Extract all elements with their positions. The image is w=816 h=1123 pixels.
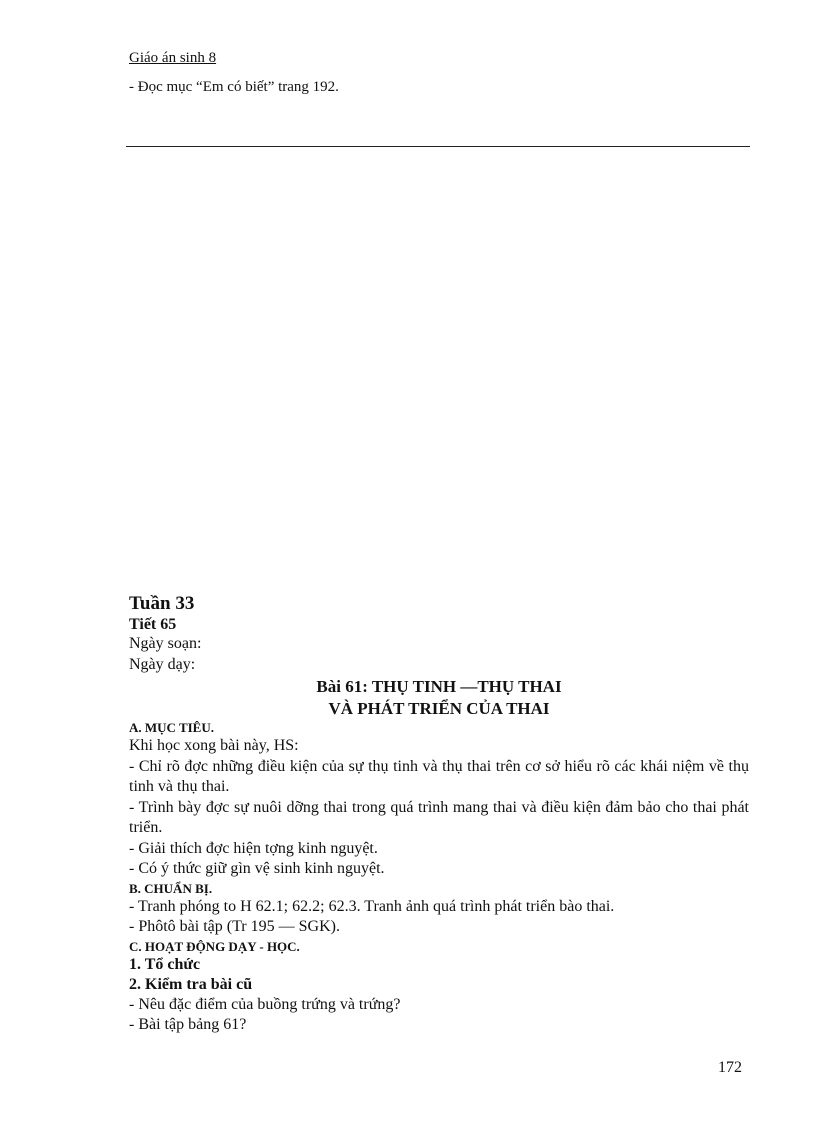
document-header: Giáo án sinh 8 (129, 50, 217, 66)
objective-item: - Có ý thức giữ gìn vệ sinh kinh nguyệt. (129, 860, 385, 877)
section-divider (126, 146, 750, 147)
lesson-title-line-1: Bài 61: THỤ TINH —THỤ THAI (316, 677, 562, 696)
period-label: Tiết 65 (129, 616, 177, 633)
homework-reading: - Đọc mục “Em có biết” trang 192. (129, 79, 339, 95)
step-organization: 1. Tổ chức (129, 955, 201, 973)
objective-item: - Trình bày đợc sự nuôi dỡng thai trong quá trình mang thai và điều kiện đảm bảo cho thai phát triển. (129, 798, 749, 836)
step-review: 2. Kiểm tra bài cũ (129, 975, 253, 993)
page-number: 172 (718, 1059, 742, 1076)
teach-date: Ngày dạy: (129, 655, 196, 673)
prep-date: Ngày soạn: (129, 635, 202, 652)
review-question: - Bài tập bảng 61? (129, 1016, 247, 1033)
review-question: - Nêu đặc điểm của buồng trứng và trứng? (129, 995, 401, 1013)
objective-item: - Chỉ rõ đợc những điều kiện của sự thụ tinh và thụ thai trên cơ sở hiểu rõ các khái niệm về thụ tinh và thụ thai. (129, 757, 749, 795)
preparation-heading: B. CHUẨN BỊ. (129, 880, 213, 896)
lesson-title-line-2: VÀ PHÁT TRIỂN CỦA THAI (328, 699, 550, 718)
objectives-heading: A. MỤC TIÊU. (129, 720, 214, 735)
lesson-plan (129, 593, 749, 1036)
preparation-item: - Phôtô bài tập (Tr 195 — SGK). (129, 918, 340, 935)
objective-item: - Giải thích đợc hiện tợng kinh nguyệt. (129, 839, 378, 857)
activities-heading: C. HOẠT ĐỘNG DẠY - HỌC. (129, 938, 300, 954)
week-label: Tuần 33 (129, 593, 195, 614)
objectives-intro: Khi học xong bài này, HS: (129, 737, 299, 754)
preparation-item: - Tranh phóng to H 62.1; 62.2; 62.3. Tranh ảnh quá trình phát triển bào thai. (129, 897, 615, 915)
